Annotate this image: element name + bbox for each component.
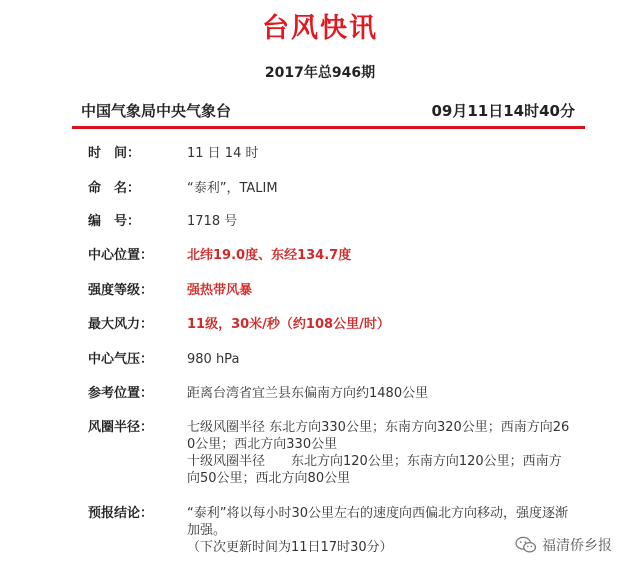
field-value: “泰利”，TALIM <box>187 181 278 196</box>
field-label: 参考位置： <box>88 386 154 401</box>
issue-number: 2017年总946期 <box>264 65 376 81</box>
field-label: 中心气压： <box>88 352 154 367</box>
field-value <box>187 419 577 487</box>
field-label: 命 名： <box>88 181 141 196</box>
wechat-icon <box>515 536 537 554</box>
field-label: 预报结论： <box>88 506 154 521</box>
page-title: 台风快讯 <box>262 13 378 44</box>
watermark-text: 福清侨乡报 <box>542 538 612 554</box>
field-label: 强度等级： <box>88 283 154 298</box>
field-label: 最大风力： <box>88 317 154 332</box>
field-label: 时 间： <box>88 146 141 161</box>
agency-name: 中国气象局中央气象台 <box>81 102 232 120</box>
forecast-line: （下次更新时间为11日17时30分） <box>187 540 393 555</box>
watermark <box>515 535 612 555</box>
field-label: 编 号： <box>88 214 141 229</box>
header-divider <box>72 126 585 129</box>
field-label: 中心位置： <box>88 248 154 263</box>
forecast-line: “泰利”将以每小时30公里左右的速度向西偏北方向移动，强度逐渐 <box>187 506 569 521</box>
wind-radius-line: 向50公里；西北方向80公里 <box>187 471 351 486</box>
wind-radius-line: 七级风圈半径 东北方向330公里；东南方向320公里；西南方向26 <box>187 420 570 435</box>
field-value: 距离台湾省宜兰县东偏南方向约1480公里 <box>187 386 429 401</box>
forecast-line: 加强。 <box>187 523 227 538</box>
field-value: 强热带风暴 <box>187 283 253 298</box>
wind-radius-line: 十级风圈半径 东北方向120公里；东南方向120公里；西南方 <box>187 454 562 469</box>
field-label: 风圈半径： <box>88 420 154 435</box>
field-value: 1718 号 <box>187 214 238 229</box>
wind-radius-line: 0公里；西北方向330公里 <box>187 437 338 452</box>
issue-time: 09月11日14时40分 <box>431 102 575 120</box>
bulletin-header <box>81 100 575 122</box>
field-value: 980 hPa <box>187 352 240 367</box>
field-value: 11级，30米/秒（约108公里/时） <box>187 317 390 332</box>
field-value: 北纬19.0度、东经134.7度 <box>187 248 352 263</box>
field-value: 11 日 14 时 <box>187 146 259 161</box>
